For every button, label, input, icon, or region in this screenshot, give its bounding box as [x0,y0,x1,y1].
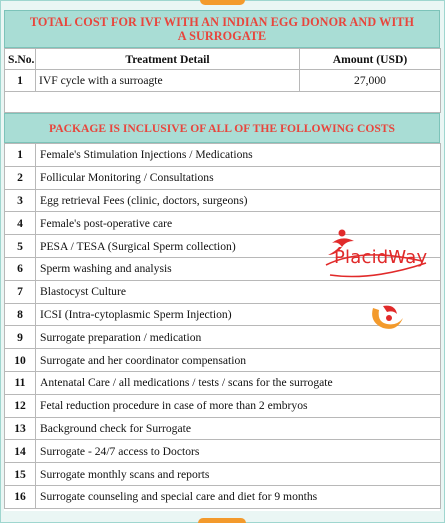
list-item [5,144,441,167]
item-number: 12 [5,394,36,417]
item-text: ICSI (Intra-cytoplasmic Sperm Injection) [36,303,441,326]
cost-table-header [5,49,441,70]
item-text: Fetal reduction procedure in case of more than 2 embryos [36,394,441,417]
column-header-sno: S.No. [5,49,36,70]
orange-emblem-icon [367,300,407,332]
list-item [5,166,441,189]
item-text: Surrogate and her coordinator compensation [36,349,441,372]
item-text: Egg retrieval Fees (clinic, doctors, surgeons) [36,189,441,212]
item-number: 15 [5,463,36,486]
spacer-cell [5,92,441,113]
package-title: PACKAGE IS INCLUSIVE OF ALL OF THE FOLLOWING COSTS [49,121,395,135]
title-banner [4,10,440,48]
item-text: Sperm washing and analysis [36,257,441,280]
dancer-figure-icon [328,230,354,256]
item-text: Female's post-operative care [36,212,441,235]
list-item [5,371,441,394]
item-number: 13 [5,417,36,440]
cost-table [4,48,441,113]
item-number: 3 [5,189,36,212]
orange-bottom-accent [198,518,246,523]
item-number: 16 [5,485,36,508]
item-number: 1 [5,144,36,167]
item-text: Surrogate - 24/7 access to Doctors [36,440,441,463]
treatment-detail: IVF cycle with a surroagte [36,70,300,92]
placidway-wordmark: PlacidWay [334,247,428,268]
row-number: 1 [5,70,36,92]
item-number: 10 [5,349,36,372]
item-number: 9 [5,326,36,349]
item-text: Surrogate monthly scans and reports [36,463,441,486]
item-text: Background check for Surrogate [36,417,441,440]
item-text: Antenatal Care / all medications / tests / scans for the surrogate [36,371,441,394]
spacer-row [5,92,441,113]
column-header-amount: Amount (USD) [300,49,441,70]
table-row [5,70,441,92]
item-number: 11 [5,371,36,394]
item-text: Female's Stimulation Injections / Medications [36,144,441,167]
column-header-detail: Treatment Detail [36,49,300,70]
item-number: 6 [5,257,36,280]
item-text: Surrogate preparation / medication [36,326,441,349]
item-text: PESA / TESA (Surgical Sperm collection) [36,235,441,258]
item-number: 14 [5,440,36,463]
item-number: 5 [5,235,36,258]
placidway-logo [322,225,437,285]
orange-top-accent [200,0,245,5]
item-text: Surrogate counseling and special care and diet for 9 months [36,485,441,508]
list-item [5,463,441,486]
page-title: TOTAL COST FOR IVF WITH AN INDIAN EGG DONOR AND WITH A SURROGATE [29,15,415,43]
item-number: 4 [5,212,36,235]
treatment-amount: 27,000 [300,70,441,92]
item-number: 2 [5,166,36,189]
item-text: Follicular Monitoring / Consultations [36,166,441,189]
package-banner [4,113,440,143]
item-text: Blastocyst Culture [36,280,441,303]
list-item [5,485,441,508]
list-item [5,440,441,463]
list-item [5,349,441,372]
list-item [5,189,441,212]
list-item [5,417,441,440]
swirl-ring-icon [326,255,426,277]
list-item [5,394,441,417]
item-number: 7 [5,280,36,303]
item-number: 8 [5,303,36,326]
